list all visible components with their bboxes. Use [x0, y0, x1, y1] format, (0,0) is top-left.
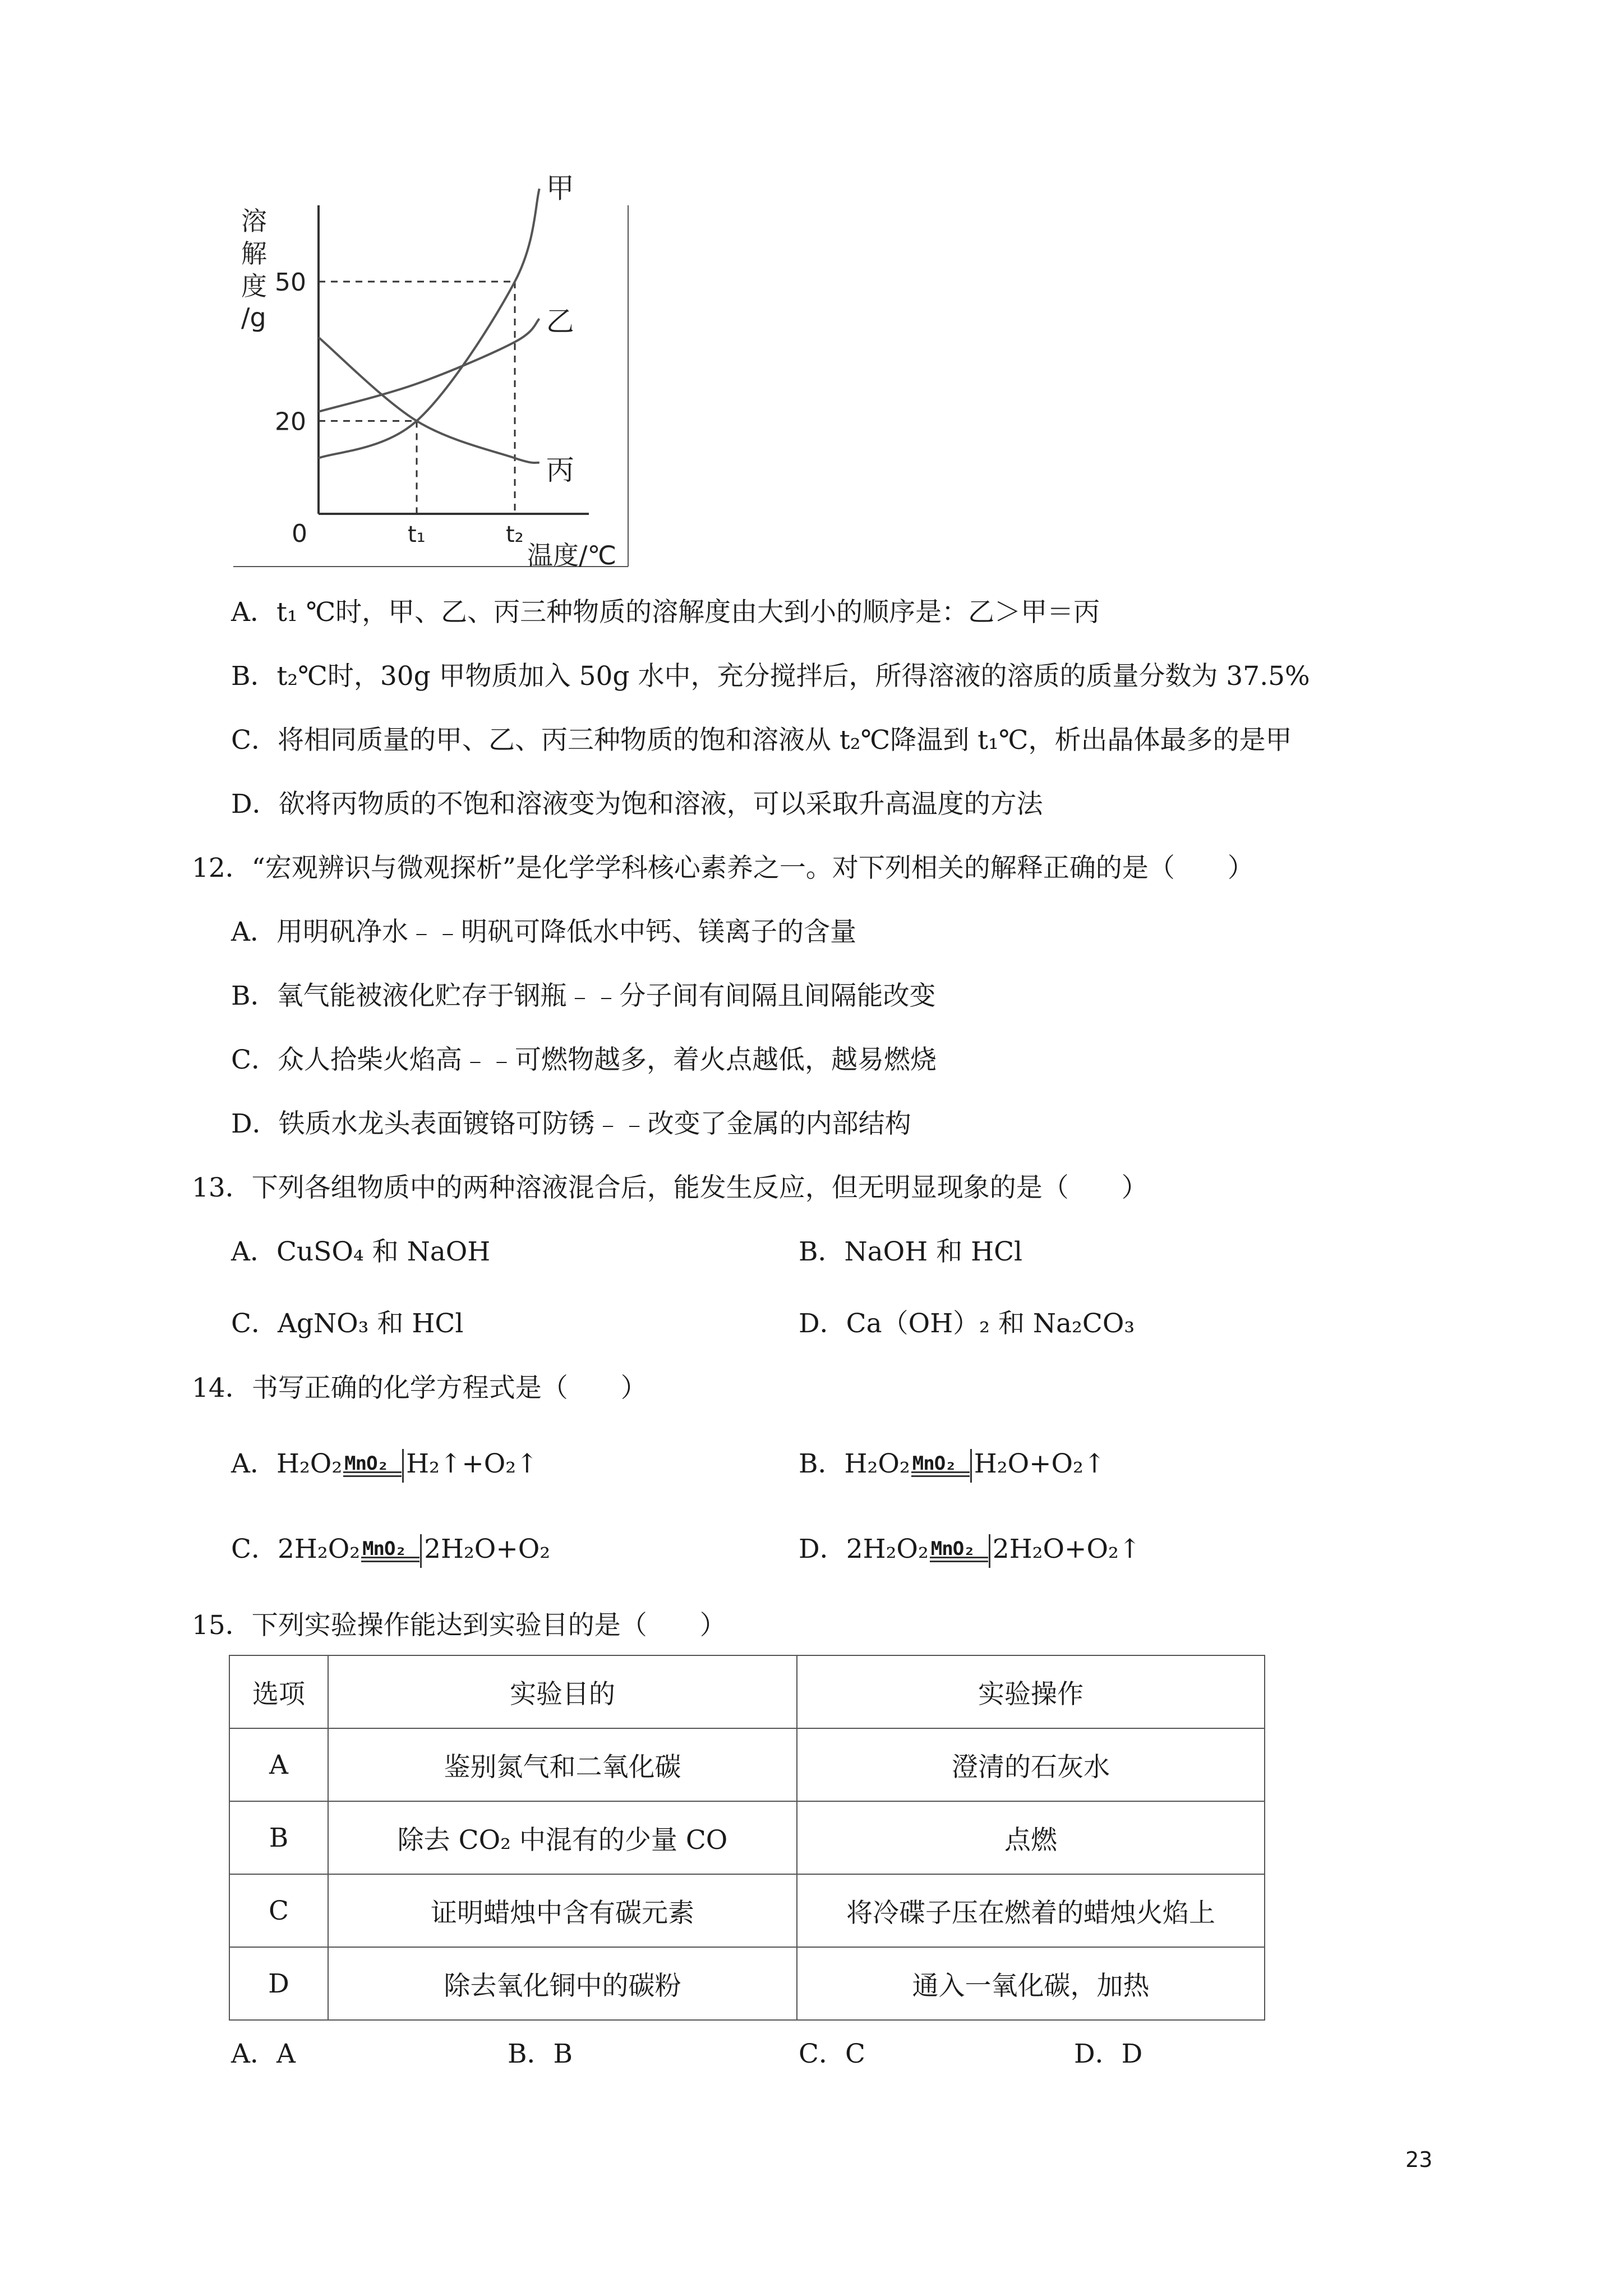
table-cell: D — [229, 1947, 328, 2020]
catalyst-mark — [361, 1534, 423, 1568]
catalyst-label: MnO₂ — [344, 1452, 389, 1475]
series-label: 乙 — [546, 305, 574, 338]
series-line-1 — [319, 188, 540, 458]
q14-d-prefix: D． — [799, 1534, 846, 1565]
y-tick-label: 50 — [275, 268, 306, 297]
q12-option-b: B．氧气能被液化贮存于钢瓶﹣﹣分子间有间隔且间隔能改变 — [231, 981, 936, 1011]
q15-option-c: C．C — [799, 2039, 865, 2069]
catalyst-label: MnO₂ — [912, 1452, 956, 1475]
page-number: 23 — [1405, 2147, 1433, 2172]
q13-option-c: C．AgNO₃ 和 HCl — [231, 1308, 464, 1339]
q13-option-b: B．NaOH 和 HCl — [799, 1236, 1023, 1267]
q14-c-left: 2H₂O₂ — [277, 1534, 361, 1565]
q12-option-d: D．铁质水龙头表面镀铬可防锈﹣﹣改变了金属的内部结构 — [231, 1108, 911, 1139]
q12-option-a: A．用明矾净水﹣﹣明矾可降低水中钙、镁离子的含量 — [231, 917, 856, 947]
table-header-cell: 实验目的 — [328, 1655, 797, 1728]
table-row — [229, 1874, 1265, 1947]
table-cell: 除去 CO₂ 中混有的少量 CO — [328, 1801, 797, 1874]
table-header-cell: 选项 — [229, 1655, 328, 1728]
x-tick-label: t₂ — [506, 522, 524, 547]
q12-option-c: C．众人拾柴火焰高﹣﹣可燃物越多，着火点越低，越易燃烧 — [231, 1045, 937, 1075]
q13-option-a: A．CuSO₄ 和 NaOH — [231, 1236, 491, 1267]
curves — [319, 188, 540, 463]
y-tick-label: 20 — [275, 407, 306, 436]
q14-c-prefix: C． — [231, 1534, 278, 1565]
q14-a-prefix: A． — [231, 1448, 276, 1479]
table-cell: 除去氧化铜中的碳粉 — [328, 1947, 797, 2020]
series-line-2 — [319, 319, 540, 412]
table-cell: 证明蜡烛中含有碳元素 — [328, 1874, 797, 1947]
table-header-cell: 实验操作 — [797, 1655, 1265, 1728]
table-cell: 通入一氧化碳，加热 — [797, 1947, 1265, 2020]
q15-stem: 15．下列实验操作能达到实验目的是（ ） — [192, 1610, 726, 1641]
q15-option-d: D．D — [1074, 2039, 1143, 2069]
q14-option-a — [231, 1447, 538, 1483]
q14-d-right: 2H₂O+O₂↑ — [992, 1534, 1141, 1565]
q14-c-right: 2H₂O+O₂ — [424, 1534, 551, 1565]
y-axis-label: 溶解度/g — [241, 206, 267, 333]
table-cell: C — [229, 1874, 328, 1947]
table-cell: 澄清的石灰水 — [797, 1728, 1265, 1801]
chart-labels — [275, 172, 616, 570]
q11-option-a: A．t₁ ℃时，甲、乙、丙三种物质的溶解度由大到小的顺序是：乙＞甲＝丙 — [231, 597, 1100, 628]
q14-b-prefix: B． — [799, 1448, 845, 1479]
table-cell: 点燃 — [797, 1801, 1265, 1874]
catalyst-mark — [930, 1534, 992, 1568]
catalyst-mark — [343, 1449, 405, 1483]
catalyst-label: MnO₂ — [362, 1538, 406, 1560]
catalyst-mark — [911, 1449, 973, 1483]
q11-option-b: B．t₂℃时，30g 甲物质加入 50g 水中，充分搅拌后，所得溶液的溶质的质量分数为 37.5% — [231, 661, 1310, 692]
solubility-chart — [213, 172, 639, 572]
origin-label: 0 — [292, 519, 307, 548]
table-cell: 将冷碟子压在燃着的蜡烛火焰上 — [797, 1874, 1265, 1947]
table-row — [229, 1947, 1265, 2020]
q14-option-c — [231, 1533, 550, 1568]
table-cell: A — [229, 1728, 328, 1801]
q15-option-a: A．A — [231, 2039, 296, 2069]
q14-stem: 14．书写正确的化学方程式是（ ） — [192, 1373, 647, 1404]
series-label: 丙 — [546, 453, 574, 486]
q11-option-d: D．欲将丙物质的不饱和溶液变为饱和溶液，可以采取升高温度的方法 — [231, 789, 1043, 820]
table-row — [229, 1801, 1265, 1874]
experiment-table — [229, 1655, 1265, 2021]
q13-stem: 13．下列各组物质中的两种溶液混合后，能发生反应，但无明显现象的是（ ） — [192, 1172, 1148, 1203]
q12-stem: 12．“宏观辨识与微观探析”是化学学科核心素养之一。对下列相关的解释正确的是（ ） — [192, 853, 1254, 884]
q13-option-d: D．Ca（OH）₂ 和 Na₂CO₃ — [799, 1308, 1135, 1339]
q14-a-right: H₂↑+O₂↑ — [406, 1448, 538, 1479]
table-header-row — [229, 1655, 1265, 1728]
q11-option-c: C．将相同质量的甲、乙、丙三种物质的饱和溶液从 t₂℃降温到 t₁℃，析出晶体最多的是甲 — [231, 725, 1292, 756]
series-line-3 — [319, 337, 540, 463]
q14-b-left: H₂O₂ — [844, 1448, 910, 1479]
q14-option-d — [799, 1533, 1141, 1568]
x-axis-label: 温度/℃ — [527, 540, 617, 570]
guide-lines — [319, 282, 515, 514]
q14-b-right: H₂O+O₂↑ — [974, 1448, 1106, 1479]
table-cell: B — [229, 1801, 328, 1874]
series-label: 甲 — [546, 172, 574, 205]
catalyst-label: MnO₂ — [930, 1538, 975, 1560]
x-tick-label: t₁ — [408, 522, 426, 547]
table-cell: 鉴别氮气和二氧化碳 — [328, 1728, 797, 1801]
q14-option-b — [799, 1447, 1105, 1483]
q14-a-left: H₂O₂ — [276, 1448, 343, 1479]
table-row — [229, 1728, 1265, 1801]
q15-option-b: B．B — [508, 2039, 573, 2069]
q14-d-left: 2H₂O₂ — [846, 1534, 929, 1565]
